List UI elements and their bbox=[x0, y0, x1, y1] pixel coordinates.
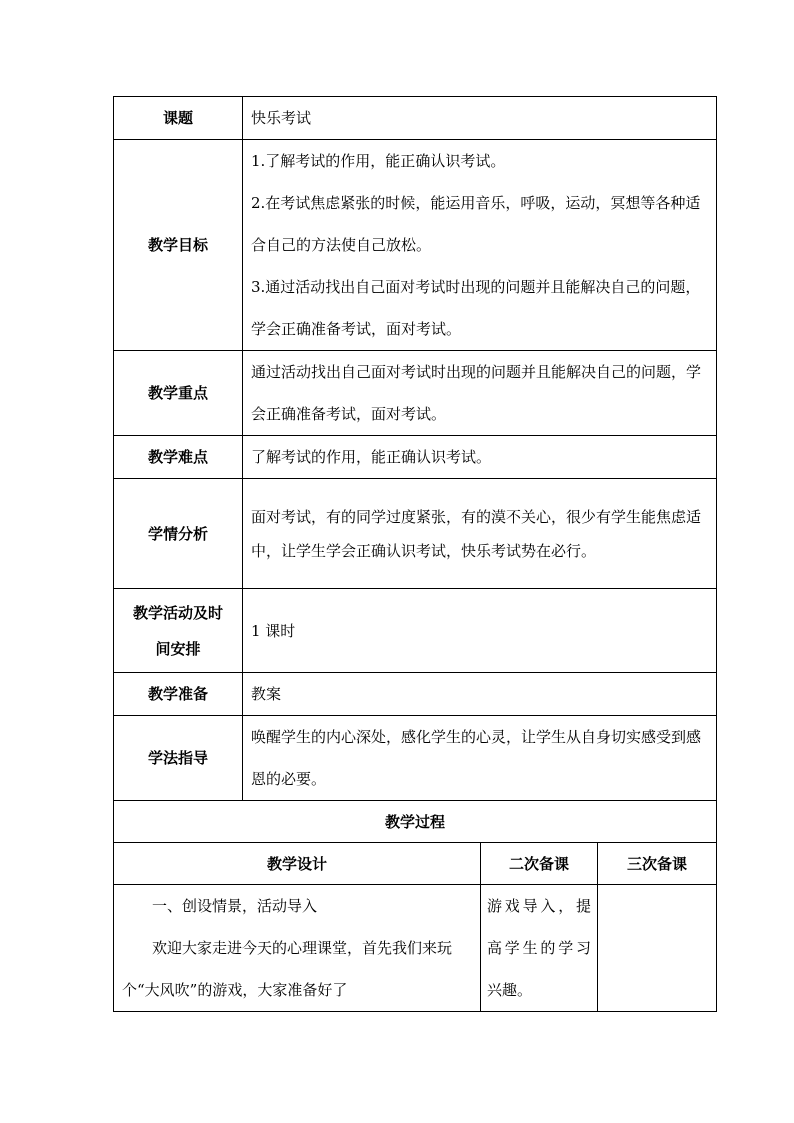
difficulty-label: 教学难点 bbox=[114, 436, 243, 479]
row-process-body bbox=[114, 885, 717, 1012]
topic-label: 课题 bbox=[114, 97, 243, 140]
goal-item-1: 1.了解考试的作用，能正确认识考试。 bbox=[251, 152, 506, 170]
goal-item-3: 3.通过活动找出自己面对考试时出现的问题并且能解决自己的问题，学会正确准备考试，面对考试。 bbox=[251, 278, 701, 338]
row-topic bbox=[114, 97, 717, 140]
row-analysis bbox=[114, 479, 717, 589]
preparation-value: 教案 bbox=[243, 673, 717, 716]
schedule-value: 1 课时 bbox=[243, 589, 717, 673]
third-prep-note bbox=[598, 885, 717, 1012]
row-method bbox=[114, 716, 717, 801]
design-paragraph-1: 一、创设情景，活动导入 bbox=[152, 897, 318, 915]
row-goals bbox=[114, 140, 717, 351]
topic-value: 快乐考试 bbox=[243, 97, 717, 140]
lesson-plan-table bbox=[113, 96, 717, 1012]
schedule-label bbox=[114, 589, 243, 673]
goals-list bbox=[243, 140, 717, 351]
second-prep-note: 游戏导入，提高学生的学习兴趣。 bbox=[481, 885, 598, 1012]
row-difficulty bbox=[114, 436, 717, 479]
row-schedule bbox=[114, 589, 717, 673]
method-value: 唤醒学生的内心深处，感化学生的心灵，让学生从自身切实感受到感恩的必要。 bbox=[243, 716, 717, 801]
teaching-design-body bbox=[114, 885, 481, 1012]
method-label: 学法指导 bbox=[114, 716, 243, 801]
process-heading: 教学过程 bbox=[114, 801, 717, 843]
analysis-value: 面对考试，有的同学过度紧张，有的漠不关心，很少有学生能焦虑适中，让学生学会正确认识考试，快乐考试势在必行。 bbox=[243, 479, 717, 589]
column-third-prep: 三次备课 bbox=[598, 843, 717, 885]
row-preparation bbox=[114, 673, 717, 716]
goals-label: 教学目标 bbox=[114, 140, 243, 351]
row-process-columns bbox=[114, 843, 717, 885]
key-points-value: 通过活动找出自己面对考试时出现的问题并且能解决自己的问题，学会正确准备考试，面对考试。 bbox=[243, 351, 717, 436]
row-process-heading bbox=[114, 801, 717, 843]
column-teaching-design: 教学设计 bbox=[114, 843, 481, 885]
design-paragraph-2: 欢迎大家走进今天的心理课堂，首先我们来玩个“大风吹”的游戏，大家准备好了 bbox=[122, 939, 453, 999]
schedule-label-line2: 间安排 bbox=[155, 639, 201, 658]
schedule-label-line1: 教学活动及时 bbox=[132, 603, 223, 622]
goal-item-2: 2.在考试焦虑紧张的时候，能运用音乐，呼吸，运动，冥想等各种适合自己的方法使自己放松。 bbox=[251, 194, 701, 254]
key-points-label: 教学重点 bbox=[114, 351, 243, 436]
analysis-label: 学情分析 bbox=[114, 479, 243, 589]
preparation-label: 教学准备 bbox=[114, 673, 243, 716]
difficulty-value: 了解考试的作用，能正确认识考试。 bbox=[243, 436, 717, 479]
row-key-points bbox=[114, 351, 717, 436]
column-second-prep: 二次备课 bbox=[481, 843, 598, 885]
